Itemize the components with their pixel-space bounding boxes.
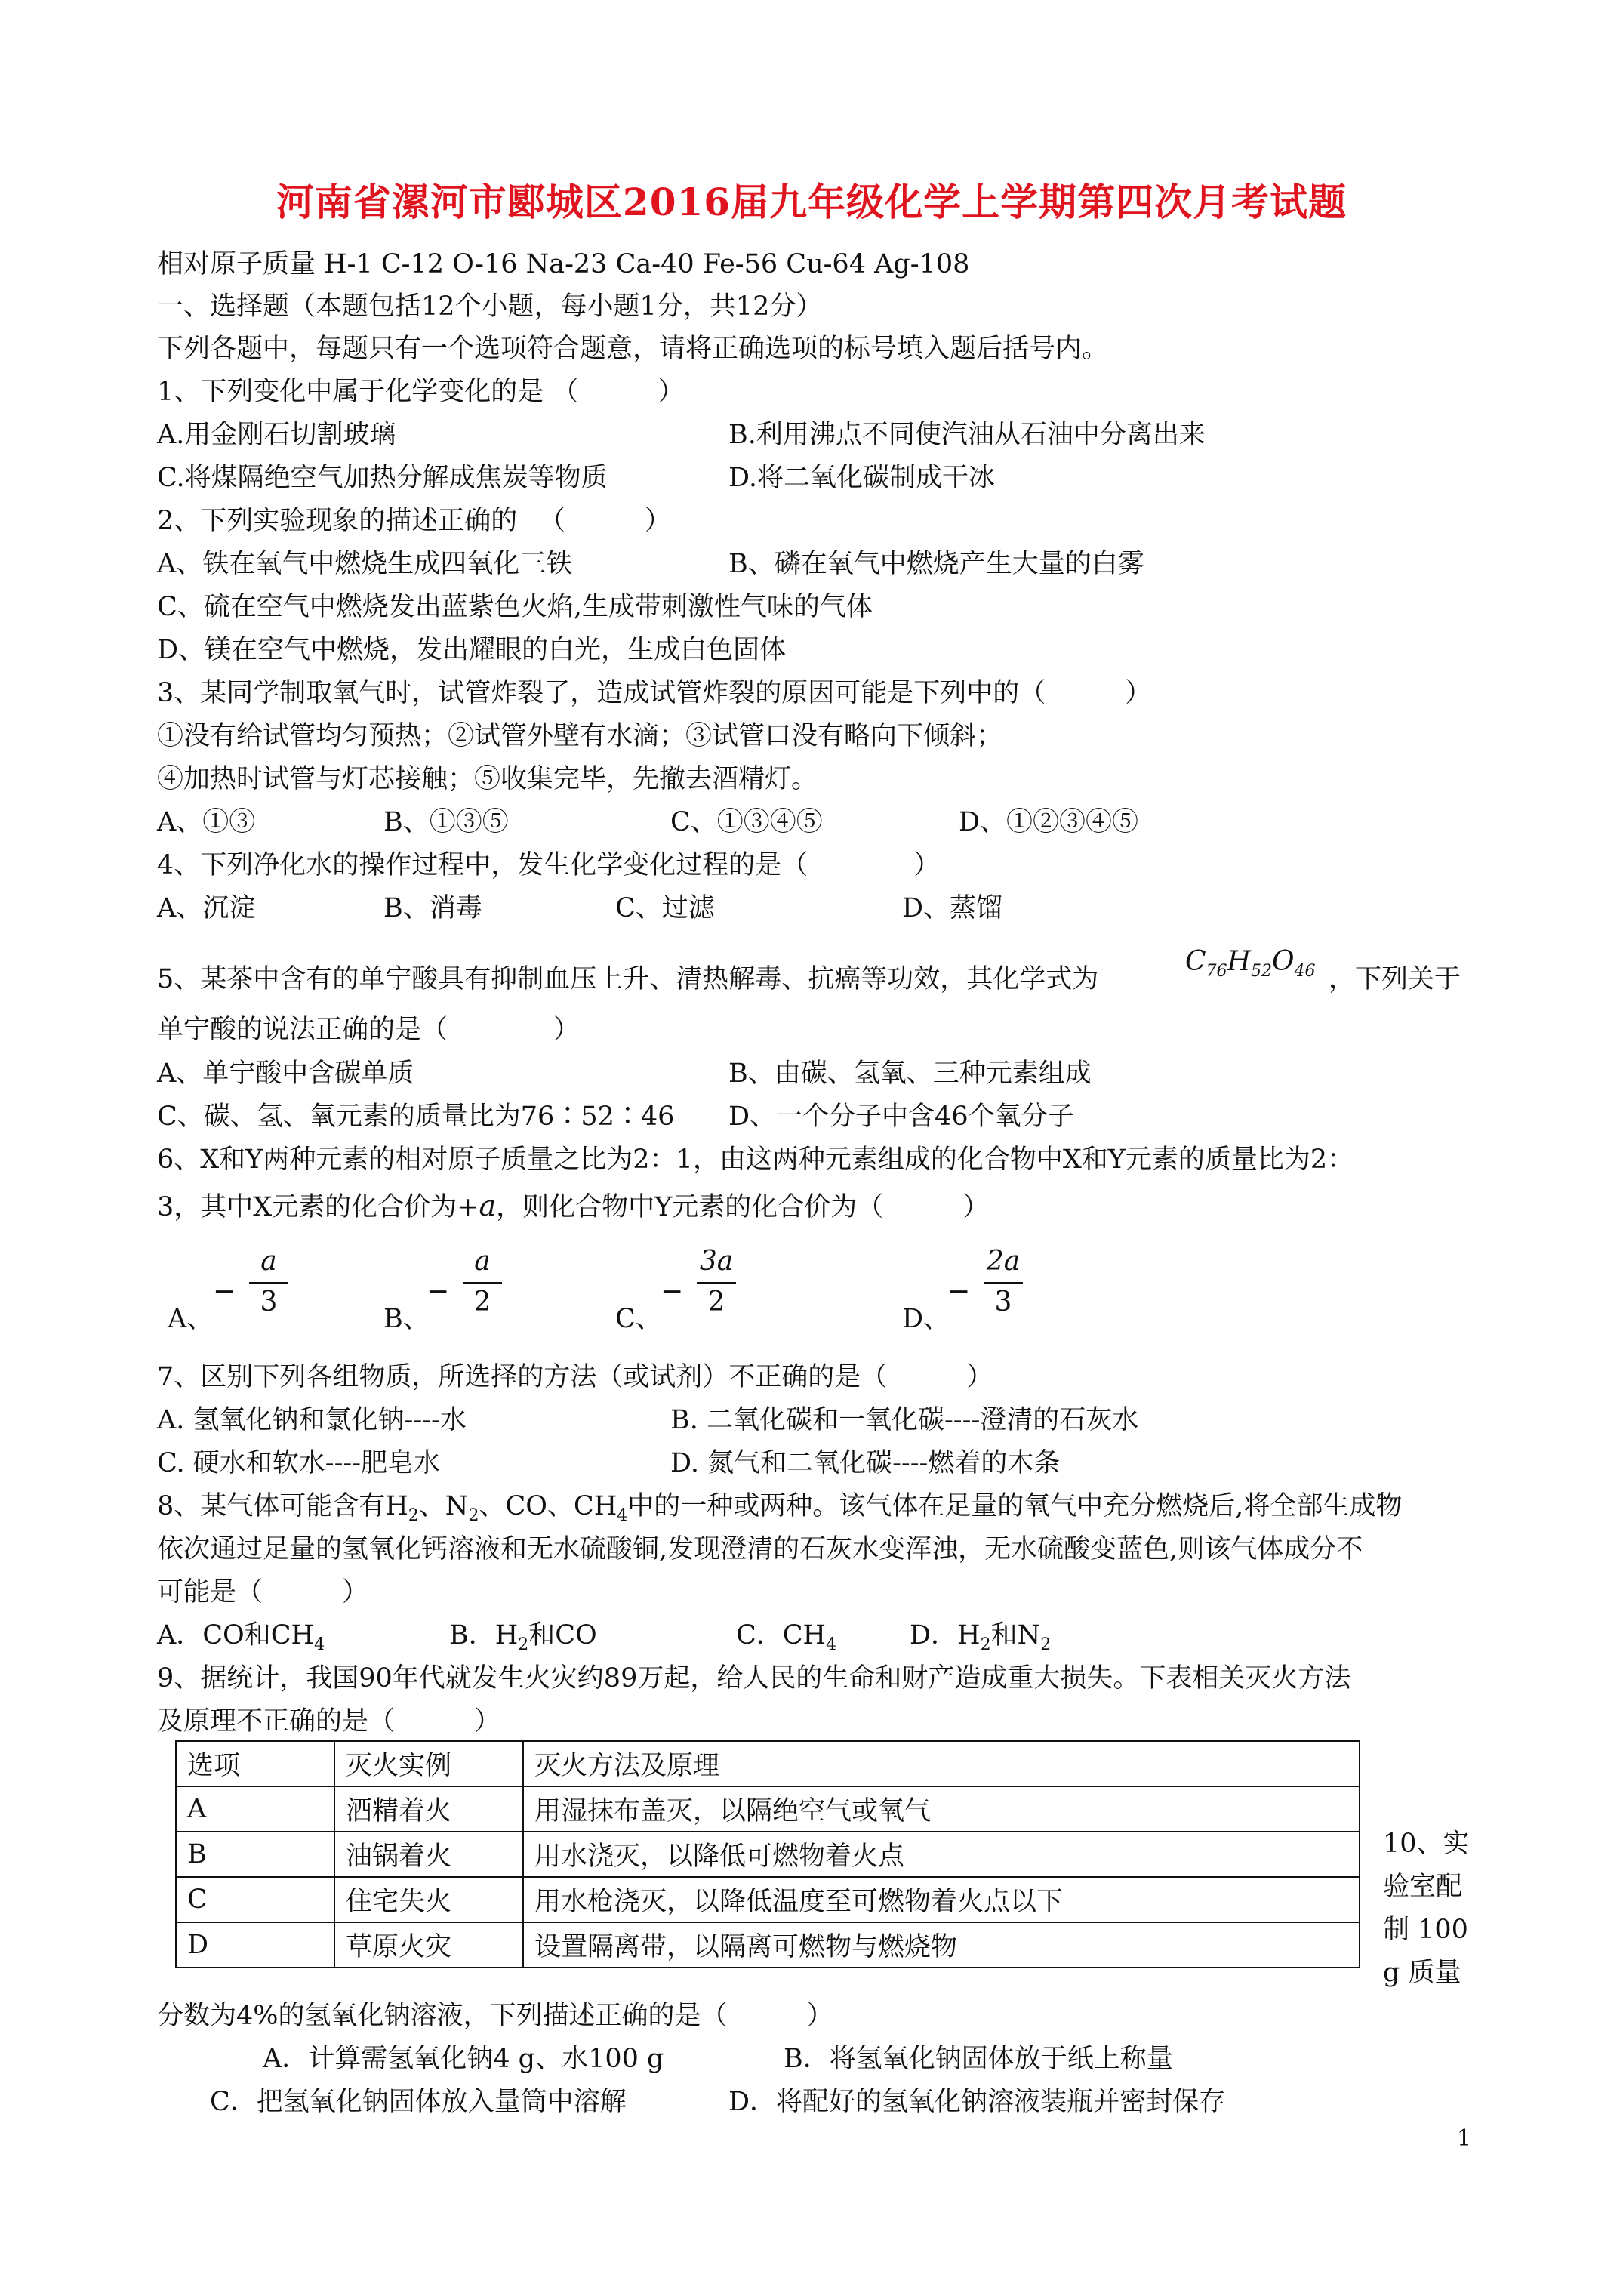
table-cell: 设置隔离带，以隔离可燃物与燃烧物 (523, 1922, 1360, 1968)
table-cell: 用湿抹布盖灭，以隔绝空气或氧气 (523, 1786, 1360, 1832)
q3-option-b: B、①③⑤ (383, 807, 509, 837)
q6-option-d: D、 (902, 1304, 950, 1334)
q3-option-d: D、①②③④⑤ (959, 807, 1139, 837)
q3-option-c: C、①③④⑤ (670, 807, 823, 837)
q7-stem: 7、区别下列各组物质，所选择的方法（或试剂）不正确的是（ ） (157, 1362, 993, 1392)
section-heading: 一、选择题（本题包括12个小题，每小题1分，共12分） (157, 291, 823, 322)
table-cell: C (176, 1877, 334, 1922)
q3-option-a: A、①③ (157, 807, 256, 837)
q7-option-a: A. 氢氧化钠和氯化钠----水 (157, 1405, 467, 1435)
page-title: 河南省漯河市郾城区2016届九年级化学上学期第四次月考试题 (276, 180, 1347, 224)
q4-option-c: C、过滤 (615, 893, 715, 923)
q1-option-d: D.将二氧化碳制成干冰 (728, 463, 995, 493)
page-number: 1 (1457, 2125, 1472, 2152)
q6-option-b: B、 (383, 1304, 430, 1334)
table-cell: A (176, 1786, 334, 1832)
q5-option-d: D、一个分子中含46个氧分子 (728, 1102, 1074, 1132)
q4-option-b: B、消毒 (383, 893, 482, 923)
table-cell: 用水浇灭，以降低可燃物着火点 (523, 1832, 1360, 1877)
table-header-cell: 选项 (176, 1741, 334, 1786)
table-row (176, 1832, 1360, 1877)
instruction: 下列各题中，每题只有一个选项符合题意，请将正确选项的标号填入题后括号内。 (157, 334, 1109, 364)
q10-side-line2: 验室配 (1383, 1872, 1463, 1902)
q6-fraction-c: − 3a 2 (661, 1246, 744, 1329)
q7-option-b: B. 二氧化碳和一氧化碳----澄清的石灰水 (670, 1405, 1139, 1435)
q9-stem-line1: 9、据统计，我国90年代就发生火灾约89万起，给人民的生命和财产造成重大损失。下表相关灭火方法 (157, 1663, 1351, 1693)
q10-side-line4: g 质量 (1383, 1958, 1461, 1988)
q10-option-b: B．将氢氧化钠固体放于纸上称量 (784, 2044, 1173, 2074)
q6-stem-a: 6、X和Y两种元素的相对原子质量之比为2：1，由这两种元素组成的化合物中X和Y元素的质量比为2： (157, 1145, 1354, 1175)
table-cell: B (176, 1832, 334, 1877)
q6-fraction-a: − a 3 (213, 1246, 296, 1329)
q5-option-b: B、由碳、氢氧、三种元素组成 (728, 1059, 1092, 1089)
table-cell: 用水枪浇灭，以降低温度至可燃物着火点以下 (523, 1877, 1360, 1922)
q10-option-d: D．将配好的氢氧化钠溶液装瓶并密封保存 (728, 2087, 1226, 2117)
table-cell: 住宅失火 (334, 1877, 523, 1922)
q8-stem-line3: 可能是（ ） (157, 1577, 369, 1607)
table-cell: 酒精着火 (334, 1786, 523, 1832)
q3-line2: ④加热时试管与灯芯接触；⑤收集完毕，先撤去酒精灯。 (157, 764, 818, 794)
q10-stem: 分数为4%的氢氧化钠溶液，下列描述正确的是（ ） (157, 2001, 833, 2031)
table-cell: 油锅着火 (334, 1832, 523, 1877)
q6-fraction-d: − 2a 3 (947, 1246, 1030, 1329)
q8-option-d: D．$H_2$和$N_2$ (910, 1620, 1052, 1654)
table-header-row (176, 1741, 1360, 1786)
q10-option-c: C．把氢氧化钠固体放入量筒中溶解 (210, 2087, 627, 2117)
q4-stem: 4、下列净化水的操作过程中，发生化学变化过程的是（ ） (157, 850, 941, 880)
q8-option-a: A．CO和$CH_4$ (157, 1620, 325, 1654)
q5-stem-a: 5、某茶中含有的单宁酸具有抑制血压上升、清热解毒、抗癌等功效，其化学式为 (157, 964, 1099, 994)
q7-option-d: D. 氮气和二氧化碳----燃着的木条 (670, 1448, 1061, 1478)
q5-option-a: A、单宁酸中含碳单质 (157, 1059, 414, 1089)
table-header-cell: 灭火方法及原理 (523, 1741, 1360, 1786)
table-row (176, 1877, 1360, 1922)
q6-fraction-b: − a 2 (427, 1246, 510, 1329)
q9-stem-line2: 及原理不正确的是（ ） (157, 1706, 501, 1737)
q2-option-c: C、硫在空气中燃烧发出蓝紫色火焰,生成带刺激性气味的气体 (157, 592, 873, 622)
q8-stem-line2: 依次通过足量的氢氧化钙溶液和无水硫酸铜,发现澄清的石灰水变浑浊，无水硫酸变蓝色,则该气体成分不 (157, 1534, 1363, 1564)
q4-option-a: A、沉淀 (157, 893, 256, 923)
q4-option-d: D、蒸馏 (902, 893, 1003, 923)
table-header-cell: 灭火实例 (334, 1741, 523, 1786)
q8-option-b: B．$H_2$和CO (449, 1620, 597, 1654)
fire-method-table (175, 1740, 1360, 1968)
q2-stem: 2、下列实验现象的描述正确的 （ ） (157, 506, 671, 536)
table-row (176, 1922, 1360, 1968)
q6-option-a: A、 (168, 1304, 214, 1334)
table-cell: D (176, 1922, 334, 1968)
q5-stem-b: ，下列关于 (1329, 964, 1461, 994)
table-cell: 草原火灾 (334, 1922, 523, 1968)
q2-option-d: D、镁在空气中燃烧，发出耀眼的白光，生成白色固体 (157, 635, 787, 665)
atomic-mass-line: 相对原子质量 H-1 C-12 O-16 Na-23 Ca-40 Fe-56 Cu-64 Ag-108 (157, 249, 970, 279)
q7-option-c: C. 硬水和软水----肥皂水 (157, 1448, 441, 1478)
q5-option-c: C、碳、氢、氧元素的质量比为76∶52∶46 (157, 1102, 675, 1132)
q5-stem-c: 单宁酸的说法正确的是（ ） (157, 1015, 581, 1045)
q10-side-line3: 制 100 (1383, 1915, 1468, 1945)
table-row (176, 1786, 1360, 1832)
q1-stem: 1、下列变化中属于化学变化的是 （ ） (157, 377, 685, 407)
q8-stem-line1: 8、某气体可能含有$H_2$、$N_2$、CO、$CH_4$中的一种或两种。该气体在足量的氧气中充分燃烧后,将全部生成物 (157, 1491, 1403, 1525)
q10-side-line1: 10、实 (1383, 1829, 1470, 1859)
q1-option-b: B.利用沸点不同使汽油从石油中分离出来 (728, 420, 1206, 450)
q3-line1: ①没有给试管均匀预热；②试管外壁有水滴；③试管口没有略向下倾斜； (157, 721, 1003, 751)
q8-option-c: C．$CH_4$ (736, 1620, 837, 1654)
q10-option-a: A．计算需氢氧化钠4 g、水100 g (263, 2044, 664, 2074)
q6-option-c: C、 (615, 1304, 662, 1334)
q1-option-a: A.用金刚石切割玻璃 (157, 420, 396, 450)
q2-option-a: A、铁在氧气中燃烧生成四氧化三铁 (157, 549, 573, 579)
q1-option-c: C.将煤隔绝空气加热分解成焦炭等物质 (157, 463, 608, 493)
q3-stem: 3、某同学制取氧气时，试管炸裂了，造成试管炸裂的原因可能是下列中的（ ） (157, 678, 1152, 708)
q2-option-b: B、磷在氧气中燃烧产生大量的白雾 (728, 549, 1144, 579)
tannic-acid-formula: $C_{76}H_{52}O_{46}$ (1185, 946, 1316, 982)
q6-stem-b: 3，其中X元素的化合价为+a，则化合物中Y元素的化合价为（ ） (157, 1189, 990, 1222)
